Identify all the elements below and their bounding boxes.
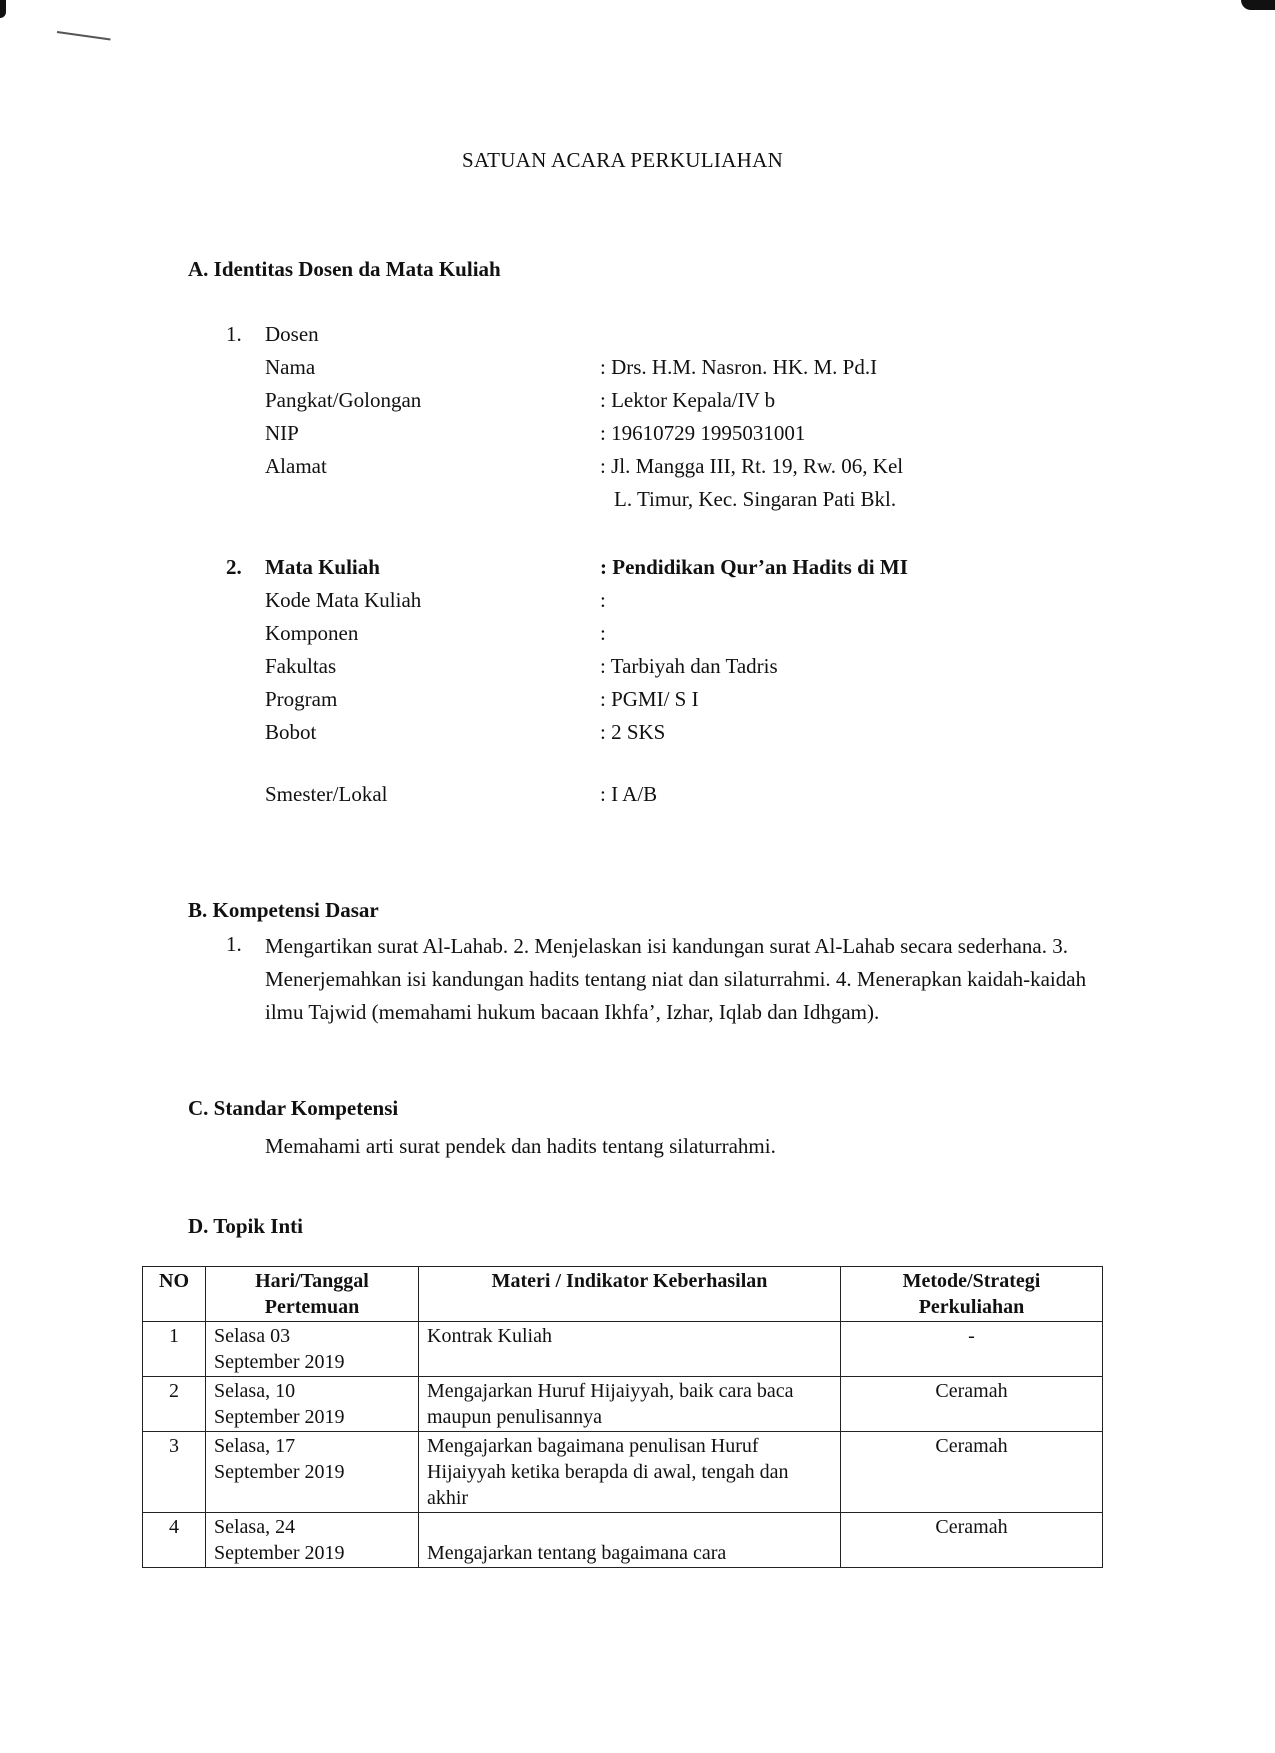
section-d-heading: D. Topik Inti	[188, 1214, 303, 1238]
section-b-heading: B. Kompetensi Dasar	[188, 898, 379, 922]
table-row: 1 Selasa 03 September 2019 Kontrak Kuliah -	[143, 1322, 1103, 1377]
section-c-heading: C. Standar Kompetensi	[188, 1096, 399, 1120]
table-row: 4 Selasa, 24 September 2019 Mengajarkan tentang bagaimana cara Ceramah	[143, 1513, 1103, 1568]
table-row: 3 Selasa, 17 September 2019 Mengajarkan bagaimana penulisan Huruf Hijaiyyah ketika berapda di awal, tengah dan akhir Ceramah	[143, 1432, 1103, 1513]
standar-kompetensi-text: Memahami arti surat pendek dan hadits tentang silaturrahmi.	[265, 1134, 776, 1158]
kompetensi-dasar-text: Mengartikan surat Al-Lahab. 2. Menjelaskan isi kandungan surat Al-Lahab secara sederhana. 3. Menerjemahkan isi kandungan hadits tentang niat dan silaturrahmi. 4. Menerapkan kaidah-kaidah ilmu Tajwid (memahami hukum bacaan Ikhfa’, Izhar, Iqlab dan Idhgam).	[265, 934, 1087, 1024]
topik-inti-table	[142, 1266, 1103, 1568]
scan-pen-mark	[57, 31, 111, 40]
section-a-heading: A. Identitas Dosen da Mata Kuliah	[188, 257, 501, 281]
kompetensi-number: 1.	[226, 932, 242, 956]
document-title: SATUAN ACARA PERKULIAHAN	[461, 148, 784, 172]
scan-corner-mark-right	[1241, 0, 1275, 10]
table-row: 2 Selasa, 10 September 2019 Mengajarkan Huruf Hijaiyyah, baik cara baca maupun penulisannya Ceramah	[143, 1377, 1103, 1432]
col-no: NO	[143, 1267, 206, 1322]
col-tanggal: Hari/Tanggal Pertemuan	[206, 1267, 419, 1322]
col-materi: Materi / Indikator Keberhasilan	[419, 1267, 841, 1322]
col-metode: Metode/Strategi Perkuliahan	[841, 1267, 1103, 1322]
table-header-row	[143, 1267, 1103, 1322]
scan-corner-mark-left	[0, 0, 6, 18]
